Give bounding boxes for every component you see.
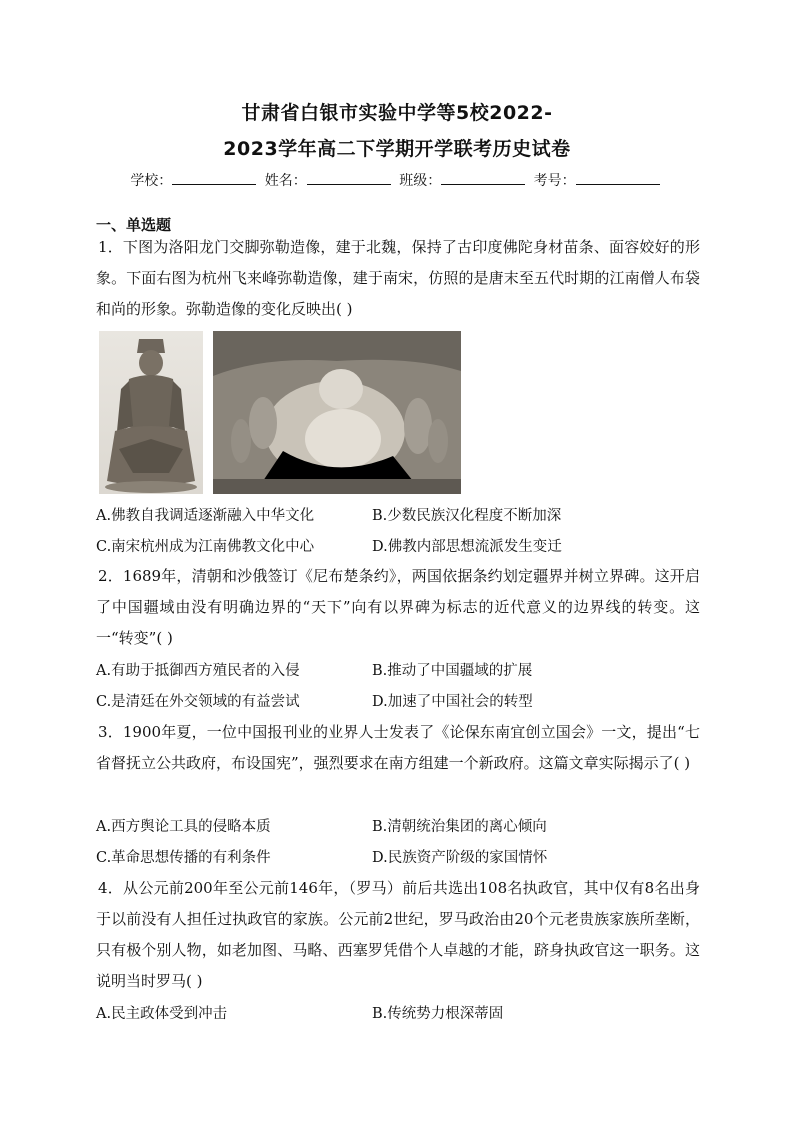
question-3-option-a[interactable]: A.西方舆论工具的侵略本质: [96, 819, 271, 835]
question-3-option-b[interactable]: B.清朝统治集团的离心倾向: [372, 819, 547, 835]
class-label: 班级：: [399, 173, 442, 189]
school-label: 学校：: [130, 173, 173, 189]
question-4-stem: 4．从公元前200年至公元前146年，（罗马）前后共选出108名执政官，其中仅有8名出身于以前没有人担任过执政官的家族。公元前2世纪，罗马政治由20个元老贵族家族所垄断，只有极个别人物，如老加图、马略、西塞罗凭借个人卓越的才能，跻身执政官这一职务。这说明当时罗马( ): [96, 879, 700, 990]
exam-title-line1: 甘肃省白银市实验中学等5校2022-: [241, 102, 553, 124]
question-3-option-c[interactable]: C.革命思想传播的有利条件: [96, 850, 271, 866]
question-1-option-a[interactable]: A.佛教自我调适逐渐融入中华文化: [96, 508, 315, 524]
student-info-line: [0, 170, 794, 191]
question-4-option-b[interactable]: B.传统势力根深蒂固: [372, 1006, 504, 1022]
feilaifeng-maitreya-relief-image: [213, 331, 461, 494]
question-3-option-d[interactable]: D.民族资产阶级的家国情怀: [372, 850, 548, 866]
question-2-option-d[interactable]: D.加速了中国社会的转型: [372, 694, 533, 710]
question-1-option-b[interactable]: B.少数民族汉化程度不断加深: [372, 508, 562, 524]
question-2-option-b[interactable]: B.推动了中国疆域的扩展: [372, 663, 533, 679]
name-label: 姓名：: [264, 173, 307, 189]
school-blank[interactable]: [172, 170, 256, 185]
question-2-option-c[interactable]: C.是清廷在外交领域的有益尝试: [96, 694, 300, 710]
question-4-option-a[interactable]: A.民主政体受到冲击: [96, 1006, 228, 1022]
question-1-option-c[interactable]: C.南宋杭州成为江南佛教文化中心: [96, 539, 315, 555]
longmen-maitreya-statue-image: [99, 331, 203, 494]
exam-no-blank[interactable]: [576, 170, 660, 185]
question-1-option-d[interactable]: D.佛教内部思想流派发生变迁: [372, 539, 562, 555]
section-title: 一、单选题: [96, 216, 172, 234]
exam-title-line2: 2023学年高二下学期开学联考历史试卷: [223, 138, 571, 160]
name-blank[interactable]: [307, 170, 391, 185]
class-blank[interactable]: [441, 170, 525, 185]
question-2-stem: 2．1689年，清朝和沙俄签订《尼布楚条约》，两国依据条约划定疆界并树立界碑。这开启了中国疆域由没有明确边界的“天下”向有以界碑为标志的近代意义的边界线的转变。这一“转变”( ): [96, 567, 700, 647]
question-1-stem: 1．下图为洛阳龙门交脚弥勒造像，建于北魏，保持了古印度佛陀身材苗条、面容姣好的形象。下面右图为杭州飞来峰弥勒造像，建于南宋，仿照的是唐末至五代时期的江南僧人布袋和尚的形象。弥勒造像的变化反映出( ): [96, 238, 700, 318]
question-3-stem: 3．1900年夏，一位中国报刊业的业界人士发表了《论保东南宜创立国会》一文，提出“七省督抚立公共政府，布设国宪”，强烈要求在南方组建一个新政府。这篇文章实际揭示了( ): [96, 723, 700, 772]
exam-no-label: 考号：: [533, 173, 576, 189]
question-2-option-a[interactable]: A.有助于抵御西方殖民者的入侵: [96, 663, 300, 679]
